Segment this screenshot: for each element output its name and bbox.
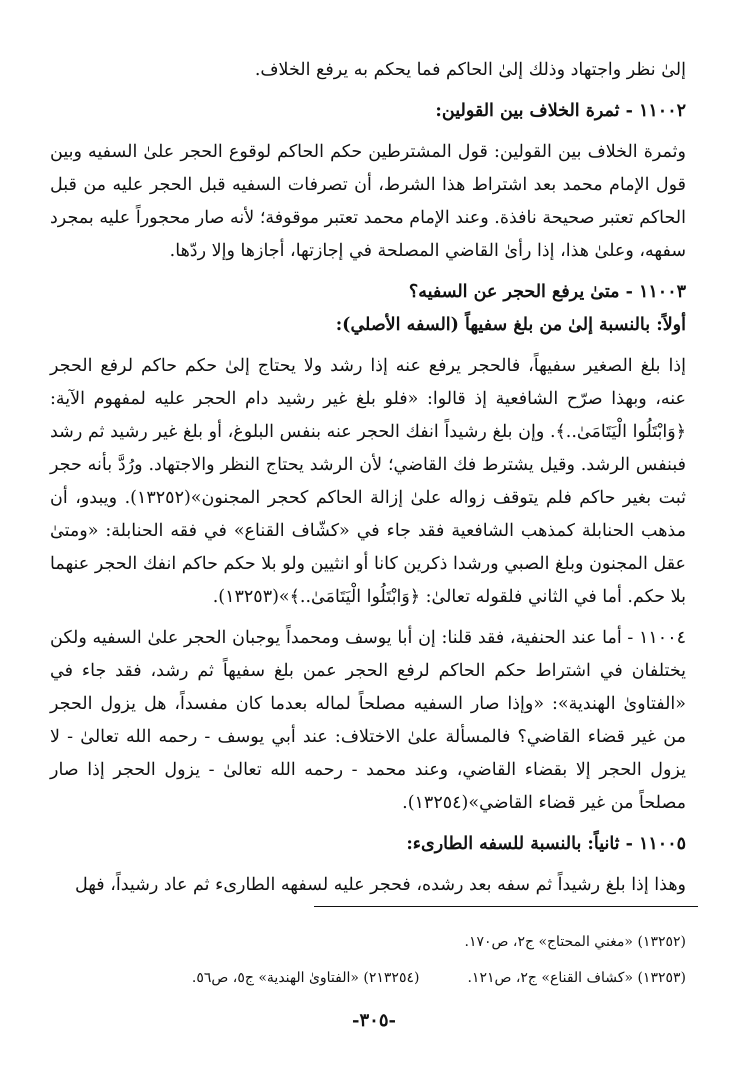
section-heading-11005: ١١٠٠٥ - ثانياً: بالنسبة للسفه الطارىء: — [406, 834, 686, 854]
paragraph-fruit-of-dispute: وثمرة الخلاف بين القولين: قول المشترطين حكم الحاكم لوقوع الحجر علىٰ السفيه وبين قول الإمام محمد بعد اشتراط هذا الشرط، أن تصرفات السفيه قبل الحجر عليه من قبل الحاكم تعتبر صحيحة نافذة. وعند الإمام محمد تعتبر موقوفة؛ لأنه صار محجوراً عليه بمجرد سفهه، وعلىٰ هذا، إذا رأىٰ القاضي المصلحة في إجازتها، أجازها وإلا ردّها. — [50, 142, 686, 261]
paragraph-hanafi-view: ١١٠٠٤ - أما عند الحنفية، فقد قلنا: إن أبا يوسف ومحمداً يوجبان الحجر علىٰ السفيه ولكن يختلفان في اشتراط حكم الحاكم لرفع الحجر عمن بلغ سفيهاً ثم رشد، فقد جاء في «الفتاوىٰ الهندية»: «وإذا صار السفيه مصلحاً لماله بعدما كان مفسداً، هل يزول الحجر من غير قضاء القاضي؟ فالمسألة علىٰ الاختلاف: عند أبي يوسف - رحمه الله تعالىٰ - لا يزول الحجر إلا بقضاء القاضي، وعند محمد - رحمه الله تعالىٰ - يزول الحجر إذا صار مصلحاً من غير قضاء القاضي»(١٣٢٥٤). — [50, 628, 686, 813]
section-heading-11002: ١١٠٠٢ - ثمرة الخلاف بين القولين: — [435, 101, 686, 121]
paragraph-continuation: إلىٰ نظر واجتهاد وذلك إلىٰ الحاكم فما يحكم به يرفع الخلاف. — [254, 60, 686, 80]
page-number: -٣٠٥- — [352, 1010, 396, 1031]
footnote-13254: (٢١٣٢٥٤) «الفتاوىٰ الهندية» ج٥، ص٥٦. — [191, 970, 420, 986]
footnote-13252: (١٣٢٥٢) «مغني المحتاج» ج٢، ص١٧٠. — [464, 934, 686, 950]
footnote-divider — [314, 906, 698, 907]
body-text — [50, 54, 686, 902]
section-heading-11003: ١١٠٠٣ - متىٰ يرفع الحجر عن السفيه؟ — [408, 282, 686, 302]
subheading-first: أولاً: بالنسبة إلىٰ من بلغ سفيهاً (السفه الأصلي): — [335, 315, 686, 335]
footnotes — [50, 924, 686, 996]
paragraph-original-foolishness: إذا بلغ الصغير سفيهاً، فالحجر يرفع عنه إذا رشد ولا يحتاج إلىٰ حكم حاكم لرفع الحجر عنه، وبهذا صرّح الشافعية إذ قالوا: «فلو بلغ غير رشيد دام الحجر عليه لمفهوم الآية: ﴿وَابْتَلُوا الْيَتَامَىٰ..﴾. وإن بلغ رشيداً انفك الحجر عنه بنفس البلوغ، أو بلغ غير رشيد ثم رشد فبنفس الرشد. وقيل يشترط فك القاضي؛ لأن الرشد يحتاج النظر والاجتهاد. ورُدَّ بأنه حجر ثبت بغير حاكم فلم يتوقف زواله علىٰ إزالة الحاكم كحجر المجنون»(١٣٢٥٢). ويبدو، أن مذهب الحنابلة كمذهب الشافعية فقد جاء في «كشّاف القناع» في فقه الحنابلة: «ومتىٰ عقل المجنون وبلغ الصبي ورشدا ذكرين كانا أو انثيين ولو بلا حكم حاكم انفك الحجر عنهما بلا حكم. أما في الثاني فلقوله تعالىٰ: ﴿وَابْتَلُوا الْيَتَامَىٰ..﴾»(١٣٢٥٣). — [50, 356, 686, 607]
footnote-13253: (١٣٢٥٣) «كشاف القناع» ج٢، ص١٢١. — [467, 970, 686, 986]
paragraph-incidental-foolishness: وهذا إذا بلغ رشيداً ثم سفه بعد رشده، فحجر عليه لسفهه الطارىء ثم عاد رشيداً، فهل — [74, 875, 686, 895]
